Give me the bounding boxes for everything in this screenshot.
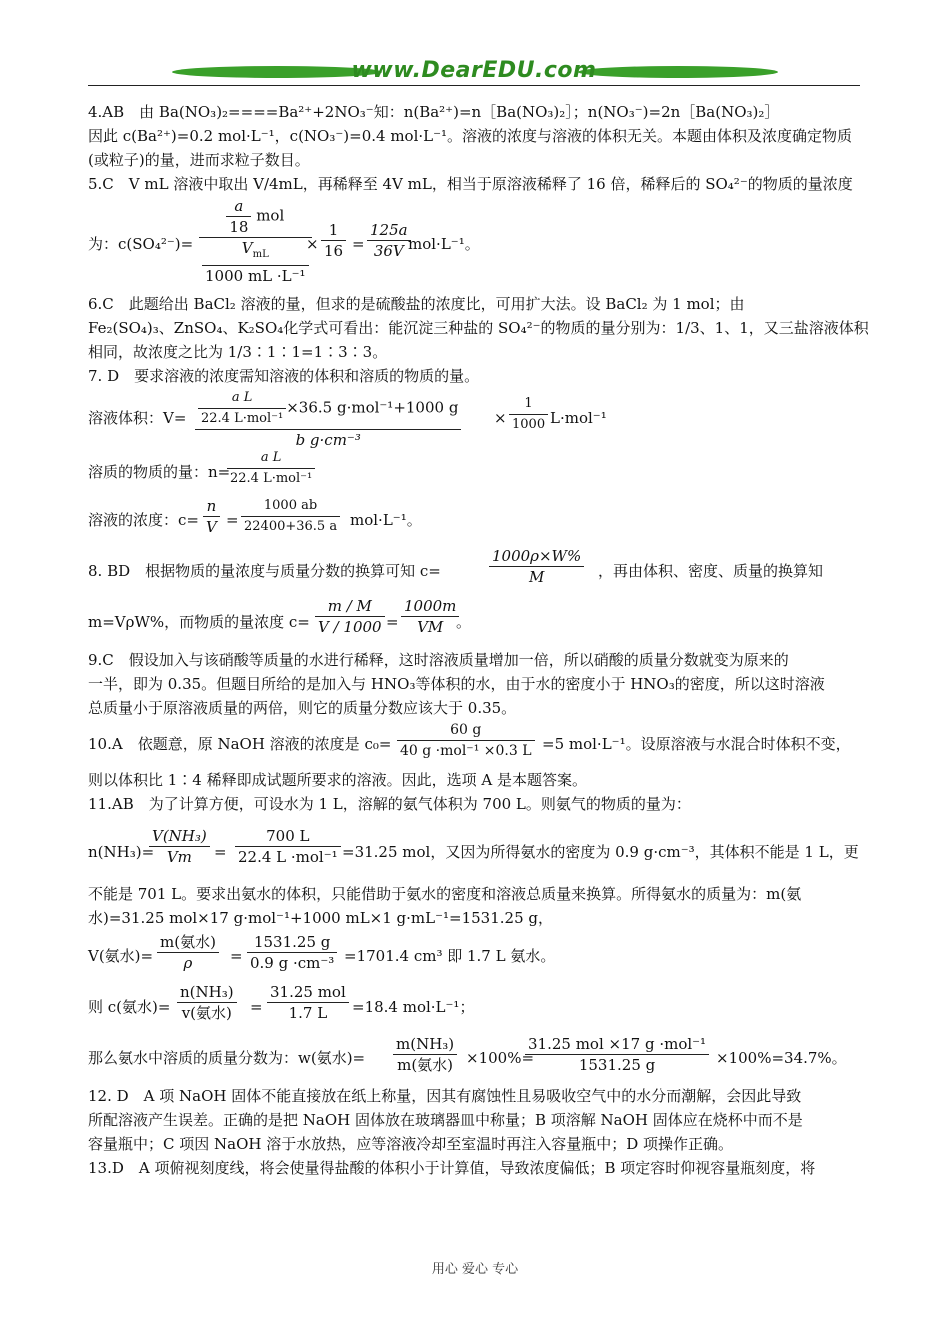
a5-mol: mol — [256, 206, 285, 225]
a11-c-den2: 1.7 L — [288, 1004, 328, 1022]
a11-line-4: 水)=31.25 mol×17 g·mol⁻¹+1000 mL×1 g·mL⁻¹=1531.25 g， — [88, 909, 553, 927]
a11-concentration — [88, 982, 860, 1032]
a5-result-num: 125a — [367, 220, 411, 241]
a7-c-eq: = — [226, 511, 239, 529]
a11-w-mid: ×100%= — [466, 1049, 535, 1067]
a8-l2-fraction-2 — [401, 596, 459, 637]
a7-c-unit: mol·L⁻¹。 — [350, 511, 422, 529]
a7-vol-rest: ×36.5 g·mol⁻¹+1000 g — [286, 398, 459, 417]
a11-n-fraction-2 — [235, 826, 341, 867]
a10-line-2: 则以体积比 1∶4 稀释即成试题所要求的溶液。因此，选项 A 是本题答案。 — [88, 771, 587, 789]
a8-num: 1000ρ×W% — [489, 546, 584, 567]
a7-volume — [88, 388, 860, 448]
a7-vol-unit: L·mol⁻¹ — [550, 409, 607, 427]
a7-vol-d1: 22.4 L·mol⁻¹ — [201, 411, 284, 426]
a6-line-2: Fe₂(SO₄)₃、ZnSO₄、K₂SO₄化学式可看出：能沉淀三种盐的 SO₄²⁻的物质的量分别为：1/3、1、1，又三盐溶液体积 — [88, 319, 869, 337]
a11-n-fraction — [149, 826, 210, 867]
header-rule — [88, 85, 860, 86]
a10-den: 40 g ·mol⁻¹ ×0.3 L — [400, 743, 532, 759]
a5-eq: = — [352, 235, 365, 253]
a10-fraction — [397, 720, 535, 761]
a5-result-fraction — [367, 220, 411, 261]
a11-w-fraction-2 — [525, 1034, 709, 1075]
a5-fraction-16 — [321, 220, 346, 261]
a11-line-3: 不能是 701 L。要求出氨水的体积，只能借助于氨水的密度和溶液总质量来换算。所得氨水的质量为：m(氨 — [88, 885, 802, 903]
a5-a: a — [226, 196, 251, 217]
a10-post: =5 mol·L⁻¹。设原溶液与水混合时体积不变， — [542, 735, 851, 753]
a5-one: 1 — [321, 220, 346, 241]
a9-line-2: 一半，即为 0.35。但题目所给的是加入与 HNO₃等体积的水，由于水的密度小于 HNO₃的密度，所以这时溶液 — [88, 675, 825, 693]
a11-n-num2: 700 L — [235, 826, 341, 847]
a5-prefix: 为：c(SO₄²⁻)= — [88, 235, 194, 253]
a8-l2-pre: m=VρW%，而物质的量浓度 c= — [88, 613, 310, 631]
a7-vol-den: b g·cm⁻³ — [295, 431, 361, 449]
a5-unit: mol·L⁻¹。 — [408, 235, 480, 253]
a7-line-1: 7. D 要求溶液的浓度需知溶液的体积和溶质的物质的量。 — [88, 367, 480, 385]
a7-concentration — [88, 496, 860, 546]
a6-line-1: 6.C 此题给出 BaCl₂ 溶液的量，但求的是硫酸盐的浓度比，可用扩大法。设 BaCl₂ 为 1 mol；由 — [88, 295, 745, 313]
a11-w-den2: 1531.25 g — [578, 1056, 656, 1074]
a8-l2-post: 。 — [456, 613, 472, 631]
a11-w-den: m(氨水) — [397, 1056, 454, 1074]
a11-c-fraction-2 — [267, 982, 349, 1023]
a7-vol-fraction — [195, 388, 461, 450]
a4-line-1: 4.AB 由 Ba(NO₃)₂====Ba²⁺+2NO₃⁻知：n(Ba²⁺)=n［Ba(NO₃)₂］；n(NO₃⁻)=2n［Ba(NO₃)₂］ — [88, 103, 780, 121]
a11-n-pre: n(NH₃)= — [88, 843, 155, 861]
a11-v-pre: V(氨水)= — [88, 947, 154, 965]
a11-c-fraction — [177, 982, 237, 1023]
a8-l2-fraction — [315, 596, 385, 637]
a4-line-2: 因此 c(Ba²⁺)=0.2 mol·L⁻¹，c(NO₃⁻)=0.4 mol·L⁻¹。溶液的浓度与溶液的体积无关。本题由体积及浓度确定物质 — [88, 127, 853, 145]
a11-w-num: m(NH₃) — [393, 1034, 457, 1055]
a11-volume — [88, 930, 860, 982]
a7-c-num: 1000 ab — [241, 496, 340, 517]
a8-l2-den2: VM — [417, 618, 444, 636]
a7-c-fraction — [241, 496, 340, 537]
a7-vol-1000: 1000 — [512, 417, 546, 432]
a8-l2-eq: = — [386, 613, 399, 631]
a6-line-3: 相同，故浓度之比为 1/3∶1∶1=1∶3∶3。 — [88, 343, 388, 361]
a7-c-nv — [203, 496, 220, 537]
a5-times: × — [306, 235, 319, 253]
a11-c-den: v(氨水) — [181, 1004, 232, 1022]
a5-line-1: 5.C V mL 溶液中取出 V/4mL，再稀释至 4V mL，相当于原溶液稀释了 16 倍，稀释后的 SO₄²⁻的物质的量浓度 — [88, 175, 853, 193]
a7-n-den: 22.4 L·mol⁻¹ — [230, 471, 313, 486]
a7-n-num: a L — [227, 448, 315, 469]
a11-v-num: m(氨水) — [157, 932, 219, 953]
a11-w-fraction — [393, 1034, 457, 1075]
a11-w-num2: 31.25 mol ×17 g ·mol⁻¹ — [525, 1034, 709, 1055]
a12-line-3: 容量瓶中；C 项因 NaOH 溶于水放热，应等溶液冷却至室温时再注入容量瓶中；D 项操作正确。 — [88, 1135, 734, 1153]
a5-formula — [88, 196, 860, 292]
a8-l2-num2: 1000m — [401, 596, 459, 617]
a7-vol-times: × — [494, 409, 507, 427]
a7-vol-n1: a L — [198, 388, 286, 409]
page-footer: 用心 爱心 专心 — [431, 1262, 519, 1277]
a4-line-3: (或粒子)的量，进而求粒子数目。 — [88, 151, 310, 169]
a8-line-2 — [88, 596, 860, 648]
a10-line-1 — [88, 720, 860, 768]
a7-moles — [88, 448, 860, 496]
a11-v-post: =1701.4 cm³ 即 1.7 L 氨水。 — [344, 947, 556, 965]
a7-vol-1: 1 — [509, 394, 548, 415]
a5-result-den: 36V — [373, 242, 404, 260]
a11-c-num: n(NH₃) — [177, 982, 237, 1003]
a10-pre: 10.A 依题意，原 NaOH 溶液的浓度是 c₀= — [88, 735, 392, 753]
a8-l2-num: m / M — [315, 596, 385, 617]
a5-16: 16 — [324, 242, 344, 260]
a11-v-den2: 0.9 g ·cm⁻³ — [250, 954, 335, 972]
a11-c-pre: 则 c(氨水)= — [88, 998, 171, 1016]
a11-v-num2: 1531.25 g — [247, 932, 337, 953]
a7-vol-fraction-1000 — [509, 394, 548, 435]
a5-vml: V — [241, 239, 253, 257]
a7-c-prefix: 溶液的浓度：c= — [88, 511, 199, 529]
a8-line-1 — [88, 546, 860, 596]
a13-line-1: 13.D A 项俯视刻度线，将会使量得盐酸的体积小于计算值，导致浓度偏低；B 项定容时仰视容量瓶刻度，将 — [88, 1159, 816, 1177]
a11-v-eq: = — [230, 947, 243, 965]
a7-c-den: 22400+36.5 a — [244, 519, 338, 534]
a7-vol-prefix: 溶液体积：V= — [88, 409, 187, 427]
a8-l2-den: V / 1000 — [318, 618, 382, 636]
a11-w-post: ×100%=34.7%。 — [716, 1049, 847, 1067]
a5-vml-sub: mL — [252, 249, 269, 260]
a11-v-fraction — [157, 932, 219, 973]
a11-c-post: =18.4 mol·L⁻¹； — [352, 998, 475, 1016]
a8-den: M — [528, 568, 545, 586]
a11-n-num: V(NH₃) — [149, 826, 210, 847]
answer-body — [88, 100, 869, 1180]
a11-n-post: =31.25 mol，又因为所得氨水的密度为 0.9 g·cm⁻³，其体积不能是 1 L，更 — [342, 843, 859, 861]
a11-c-num2: 31.25 mol — [267, 982, 349, 1003]
a11-v-den: ρ — [183, 954, 193, 972]
a7-c-v: V — [206, 518, 217, 536]
a8-fraction — [489, 546, 584, 587]
a8-post: ，再由体积、密度、质量的换算知 — [598, 562, 824, 580]
a11-moles — [88, 824, 860, 882]
a10-num: 60 g — [397, 720, 535, 741]
a11-line-1: 11.AB 为了计算方便，可设水为 1 L，溶解的氨气体积为 700 L。则氨气的物质的量为： — [88, 795, 691, 813]
site-logo: www.DearEDU.com — [351, 58, 597, 83]
a5-big-fraction — [199, 196, 312, 286]
a11-w-pre: 那么氨水中溶质的质量分数为：w(氨水)= — [88, 1049, 366, 1067]
page-header — [88, 58, 860, 88]
a9-line-1: 9.C 假设加入与该硝酸等质量的水进行稀释，这时溶液质量增加一倍，所以硝酸的质量分数就变为原来的 — [88, 651, 789, 669]
a7-n-fraction — [227, 448, 315, 489]
a12-line-1: 12. D A 项 NaOH 固体不能直接放在纸上称量，因其有腐蚀性且易吸收空气中的水分而潮解，会因此导致 — [88, 1087, 802, 1105]
a11-n-eq: = — [214, 843, 227, 861]
a11-n-den2: 22.4 L ·mol⁻¹ — [238, 848, 338, 866]
a11-c-eq: = — [250, 998, 263, 1016]
a9-line-3: 总质量小于原溶液质量的两倍，则它的质量分数应该大于 0.35。 — [88, 699, 517, 717]
a7-c-n: n — [203, 496, 220, 517]
a11-mass-fraction — [88, 1032, 860, 1084]
a5-den: 1000 mL ·L⁻¹ — [205, 267, 306, 285]
a5-18: 18 — [229, 218, 249, 236]
a7-n-prefix: 溶质的物质的量：n= — [88, 463, 231, 481]
a11-v-fraction-2 — [247, 932, 337, 973]
a11-n-den: Vm — [166, 848, 192, 866]
a12-line-2: 所配溶液产生误差。正确的是把 NaOH 固体放在玻璃器皿中称量；B 项溶解 NaOH 固体应在烧杯中而不是 — [88, 1111, 803, 1129]
a8-pre: 8. BD 根据物质的量浓度与质量分数的换算可知 c= — [88, 562, 441, 580]
